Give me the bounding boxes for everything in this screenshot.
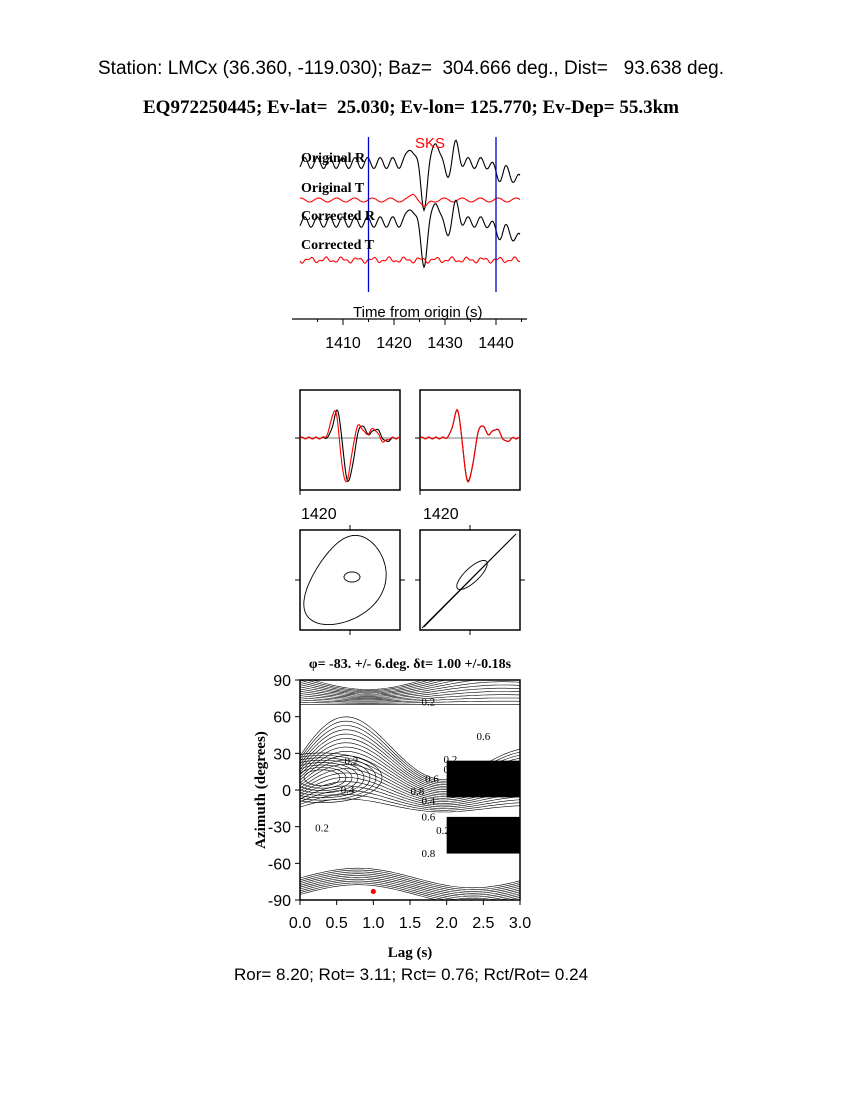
time-axis-label: Time from origin (s) xyxy=(353,304,483,321)
contour-label: 0.8 xyxy=(410,785,425,798)
contour-label: 0.4 xyxy=(421,795,436,808)
y-tick-label: 0 xyxy=(282,783,291,800)
contour-label: 0.2 xyxy=(443,754,458,767)
station-info: Station: LMCx (36.360, -119.030); Baz= 304.666 deg., Dist= 93.638 deg. xyxy=(98,58,724,79)
energy-map xyxy=(253,657,531,961)
contour-label: 0.4 xyxy=(443,763,458,776)
particle-motion-panels xyxy=(295,525,525,635)
contour-label: 0.2 xyxy=(344,755,359,768)
trace-original-t xyxy=(300,194,520,206)
x-tick-label: 2.0 xyxy=(435,915,458,932)
x-tick-label: 3.0 xyxy=(508,915,532,932)
event-info: EQ972250445; Ev-lat= 25.030; Ev-lon= 125.770; Ev-Dep= 55.3km xyxy=(143,97,679,118)
contour-label: 0 xyxy=(506,773,512,786)
energy-high-region xyxy=(447,817,520,854)
waveform-slow xyxy=(300,411,400,482)
y-tick-label: 60 xyxy=(273,709,291,727)
chart-title: φ= -83. +/- 6.deg. δt= 1.00 +/-0.18s xyxy=(308,657,512,672)
y-tick-label: -60 xyxy=(267,856,291,874)
phase-label: SKS xyxy=(415,135,446,152)
time-tick-label: 1440 xyxy=(478,335,514,352)
waveform-tick-label: 1420 xyxy=(301,506,337,523)
x-tick-label: 2.5 xyxy=(472,915,495,932)
trace-label-corrected-t: Corrected T xyxy=(301,238,374,253)
y-tick-label: 30 xyxy=(273,746,291,764)
waveform-fast xyxy=(420,410,520,481)
y-axis-label: Azimuth (degrees) xyxy=(253,731,269,849)
x-tick-label: 1.5 xyxy=(398,915,422,932)
trace-label-original-t: Original T xyxy=(301,181,365,196)
time-tick-label: 1430 xyxy=(427,335,463,352)
waveform-tick-label: 1420 xyxy=(423,506,459,523)
best-fit-marker xyxy=(371,889,376,894)
contour-label: 0.2 xyxy=(421,696,436,709)
contour-label: 0.4 xyxy=(340,784,355,797)
x-tick-label: 1.0 xyxy=(362,915,385,932)
contour-label: 0.6 xyxy=(476,730,491,743)
x-axis-label: Lag (s) xyxy=(387,945,433,961)
contour-label: 0.6 xyxy=(425,773,439,786)
time-tick-label: 1410 xyxy=(325,335,361,352)
trace-label-corrected-r: Corrected R xyxy=(301,209,375,224)
x-tick-label: 0.0 xyxy=(288,915,312,932)
contour-label: 0.2 xyxy=(436,825,450,837)
y-tick-label: 90 xyxy=(273,673,291,690)
time-tick-label: 1420 xyxy=(376,335,412,352)
waveform-panels xyxy=(295,390,520,523)
trace-section xyxy=(292,135,527,352)
contour-label: 0.8 xyxy=(421,848,436,861)
waveform-slow xyxy=(420,409,520,482)
contour-label: 0.2 xyxy=(315,822,329,835)
y-tick-label: -30 xyxy=(267,819,291,837)
waveform-fast xyxy=(300,410,400,481)
trace-label-original-r: Original R xyxy=(301,151,366,166)
trace-corrected-t xyxy=(300,257,520,263)
y-tick-label: -90 xyxy=(267,893,291,910)
particle-motion-uncorrected xyxy=(300,530,400,630)
contour-label: 0.6 xyxy=(421,811,436,824)
contour-label: 0.8 xyxy=(502,783,516,796)
split-statistics: Ror= 8.20; Rot= 3.11; Rct= 0.76; Rct/Rot= 0.24 xyxy=(233,965,589,984)
x-tick-label: 0.5 xyxy=(325,915,348,932)
